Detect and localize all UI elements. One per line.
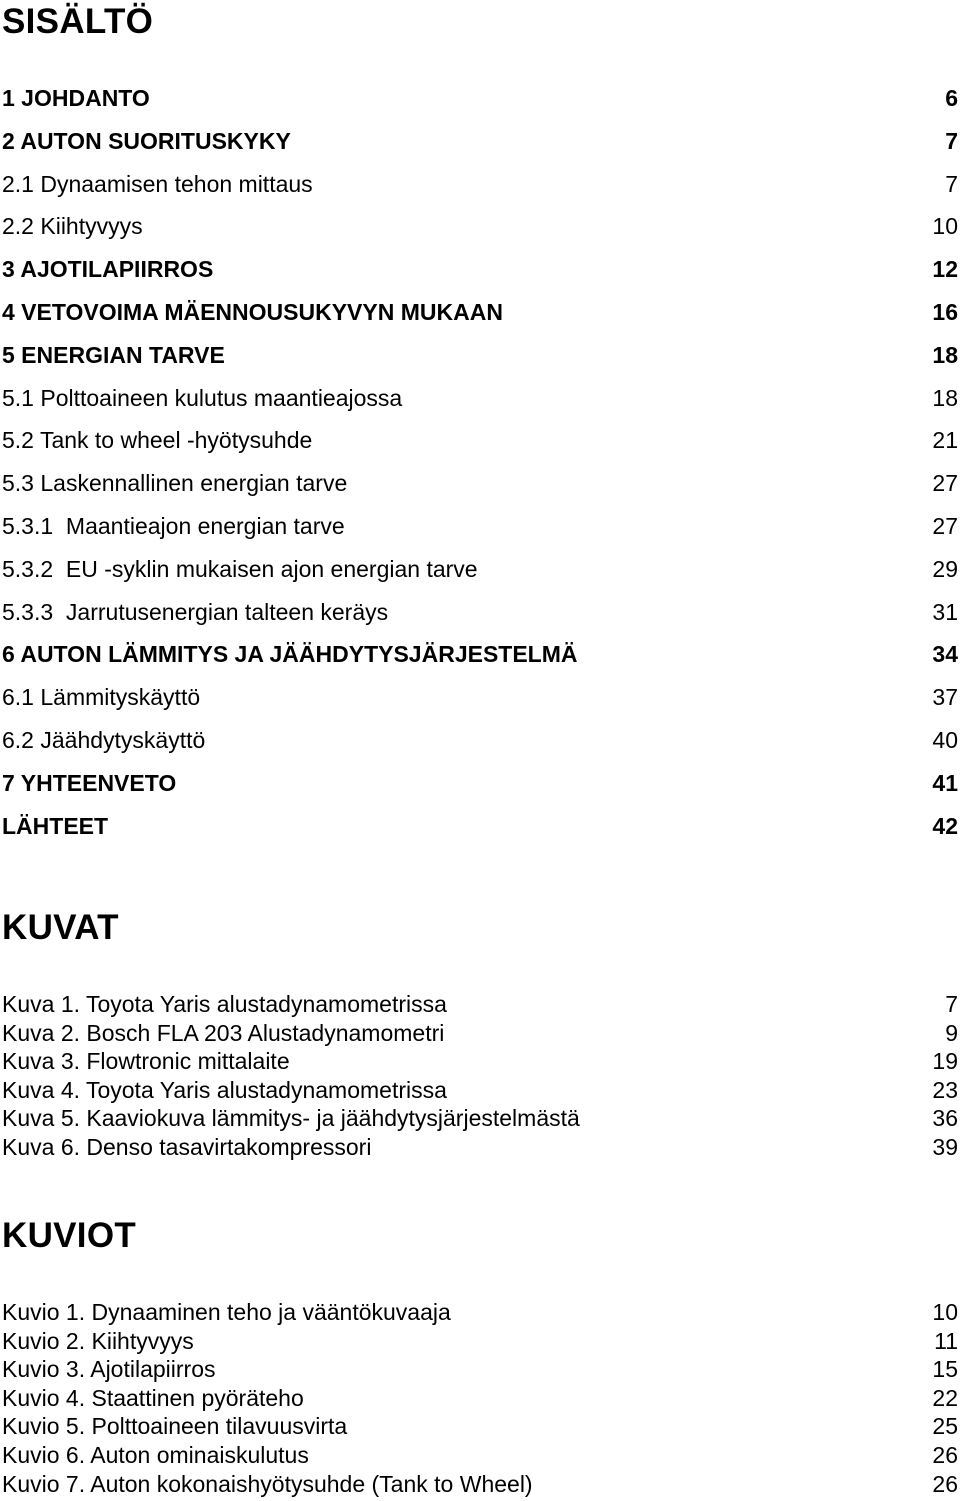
picture-entry-label: Kuva 6. Denso tasavirtakompressori xyxy=(2,1133,372,1160)
toc-entry-label: 5.3.3 Jarrutusenergian talteen keräys xyxy=(2,598,389,625)
picture-entry-page-number: 36 xyxy=(932,1105,958,1132)
toc-entry-label: 5 ENERGIAN TARVE xyxy=(2,341,225,368)
picture-entry-page-number: 7 xyxy=(945,991,958,1017)
toc-entry-label: 2.1 Dynaamisen tehon mittaus xyxy=(2,170,313,197)
figure-entry-label: Kuvio 1. Dynaaminen teho ja vääntökuvaaja xyxy=(2,1299,451,1325)
toc-entry-label: 6.2 Jäähdytyskäyttö xyxy=(2,726,206,753)
figure-entry[interactable] xyxy=(0,1384,960,1413)
picture-entry-page-number: 39 xyxy=(932,1133,958,1160)
picture-entry[interactable] xyxy=(0,1133,960,1162)
figure-entry-label: Kuvio 6. Auton ominaiskulutus xyxy=(2,1441,309,1468)
figure-entry-page-number: 26 xyxy=(932,1470,958,1497)
toc-entry[interactable] xyxy=(0,291,960,334)
toc-entry-label: 5.3.2 EU -syklin mukaisen ajon energian tarve xyxy=(2,555,478,582)
figure-entry-label: Kuvio 3. Ajotilapiirros xyxy=(2,1356,216,1383)
toc-entry[interactable] xyxy=(0,805,960,848)
toc-entry-page-number: 29 xyxy=(932,555,958,582)
toc-entry-label: 5.1 Polttoaineen kulutus maantieajossa xyxy=(2,384,403,411)
toc-entry-label: 3 AJOTILAPIIRROS xyxy=(2,256,214,283)
toc-entry[interactable] xyxy=(0,462,960,505)
toc-entry-label: 4 VETOVOIMA MÄENNOUSUKYVYN MUKAAN xyxy=(2,298,503,325)
list-of-pictures xyxy=(0,990,960,1162)
toc-entry-page-number: 21 xyxy=(932,427,958,454)
table-of-contents xyxy=(0,77,960,847)
toc-entry-page-number: 18 xyxy=(932,384,958,411)
toc-entry-page-number: 41 xyxy=(932,769,958,796)
toc-entry[interactable] xyxy=(0,334,960,377)
picture-entry[interactable] xyxy=(0,1104,960,1133)
picture-entry[interactable] xyxy=(0,990,960,1019)
figure-entry-page-number: 26 xyxy=(932,1441,958,1468)
figure-entry-page-number: 15 xyxy=(932,1356,958,1383)
toc-entry[interactable] xyxy=(0,591,960,634)
picture-entry[interactable] xyxy=(0,1019,960,1048)
picture-entry[interactable] xyxy=(0,1076,960,1105)
toc-entry-label: LÄHTEET xyxy=(2,812,109,839)
figure-entry[interactable] xyxy=(0,1412,960,1441)
toc-entry-page-number: 37 xyxy=(932,684,958,711)
figure-entry-page-number: 22 xyxy=(932,1384,958,1411)
toc-entry[interactable] xyxy=(0,762,960,805)
toc-entry-page-number: 6 xyxy=(945,85,958,111)
figure-entry-label: Kuvio 2. Kiihtyvyys xyxy=(2,1327,194,1354)
toc-entry[interactable] xyxy=(0,419,960,462)
toc-entry-label: 2.2 Kiihtyvyys xyxy=(2,213,143,240)
figure-entry[interactable] xyxy=(0,1327,960,1356)
toc-entry-page-number: 7 xyxy=(945,127,958,154)
contents-heading: SISÄLTÖ xyxy=(2,2,154,41)
toc-entry[interactable] xyxy=(0,505,960,548)
toc-entry-page-number: 31 xyxy=(932,598,958,625)
toc-entry[interactable] xyxy=(0,719,960,762)
picture-entry-page-number: 19 xyxy=(932,1048,958,1075)
toc-entry[interactable] xyxy=(0,163,960,206)
toc-entry-label: 6.1 Lämmityskäyttö xyxy=(2,684,201,711)
figure-entry-page-number: 25 xyxy=(932,1413,958,1440)
toc-entry-label: 5.2 Tank to wheel -hyötysuhde xyxy=(2,427,313,454)
figure-entry-label: Kuvio 7. Auton kokonaishyötysuhde (Tank to Wheel) xyxy=(2,1470,533,1497)
figure-entry-label: Kuvio 4. Staattinen pyöräteho xyxy=(2,1384,304,1411)
list-of-figures xyxy=(0,1298,960,1498)
toc-entry[interactable] xyxy=(0,377,960,420)
toc-entry-label: 2 AUTON SUORITUSKYKY xyxy=(2,127,291,154)
picture-entry[interactable] xyxy=(0,1047,960,1076)
figure-entry[interactable] xyxy=(0,1441,960,1470)
toc-entry[interactable] xyxy=(0,248,960,291)
toc-entry[interactable] xyxy=(0,77,960,120)
toc-entry[interactable] xyxy=(0,676,960,719)
toc-entry-page-number: 42 xyxy=(932,812,958,839)
toc-entry-page-number: 18 xyxy=(932,341,958,368)
figure-entry-page-number: 11 xyxy=(934,1327,958,1354)
toc-entry-page-number: 27 xyxy=(932,470,958,497)
picture-entry-label: Kuva 3. Flowtronic mittalaite xyxy=(2,1048,290,1075)
toc-entry-page-number: 27 xyxy=(932,512,958,539)
figure-entry[interactable] xyxy=(0,1355,960,1384)
picture-entry-label: Kuva 4. Toyota Yaris alustadynamometrissa xyxy=(2,1076,447,1103)
toc-entry[interactable] xyxy=(0,548,960,591)
pictures-heading: KUVAT xyxy=(2,908,119,947)
toc-entry-label: 5.3.1 Maantieajon energian tarve xyxy=(2,512,345,539)
figures-heading: KUVIOT xyxy=(2,1216,137,1255)
toc-entry-label: 5.3 Laskennallinen energian tarve xyxy=(2,470,348,497)
figure-entry[interactable] xyxy=(0,1470,960,1499)
picture-entry-label: Kuva 2. Bosch FLA 203 Alustadynamometri xyxy=(2,1019,445,1046)
toc-entry-label: 1 JOHDANTO xyxy=(2,85,150,111)
toc-entry-page-number: 16 xyxy=(932,298,958,325)
picture-entry-page-number: 9 xyxy=(945,1019,958,1046)
toc-entry-page-number: 40 xyxy=(932,726,958,753)
picture-entry-page-number: 23 xyxy=(932,1076,958,1103)
toc-entry-label: 6 AUTON LÄMMITYS JA JÄÄHDYTYSJÄRJESTELMÄ xyxy=(2,641,578,668)
toc-entry-page-number: 10 xyxy=(932,213,958,240)
toc-entry-page-number: 12 xyxy=(932,256,958,283)
picture-entry-label: Kuva 5. Kaaviokuva lämmitys- ja jäähdytysjärjestelmästä xyxy=(2,1105,580,1132)
toc-entry[interactable] xyxy=(0,205,960,248)
toc-entry[interactable] xyxy=(0,633,960,676)
figure-entry[interactable] xyxy=(0,1298,960,1327)
figure-entry-page-number: 10 xyxy=(932,1299,958,1325)
toc-entry[interactable] xyxy=(0,120,960,163)
toc-entry-label: 7 YHTEENVETO xyxy=(2,769,177,796)
picture-entry-label: Kuva 1. Toyota Yaris alustadynamometrissa xyxy=(2,991,447,1017)
figure-entry-label: Kuvio 5. Polttoaineen tilavuusvirta xyxy=(2,1413,348,1440)
toc-entry-page-number: 7 xyxy=(945,170,958,197)
toc-entry-page-number: 34 xyxy=(932,641,958,668)
